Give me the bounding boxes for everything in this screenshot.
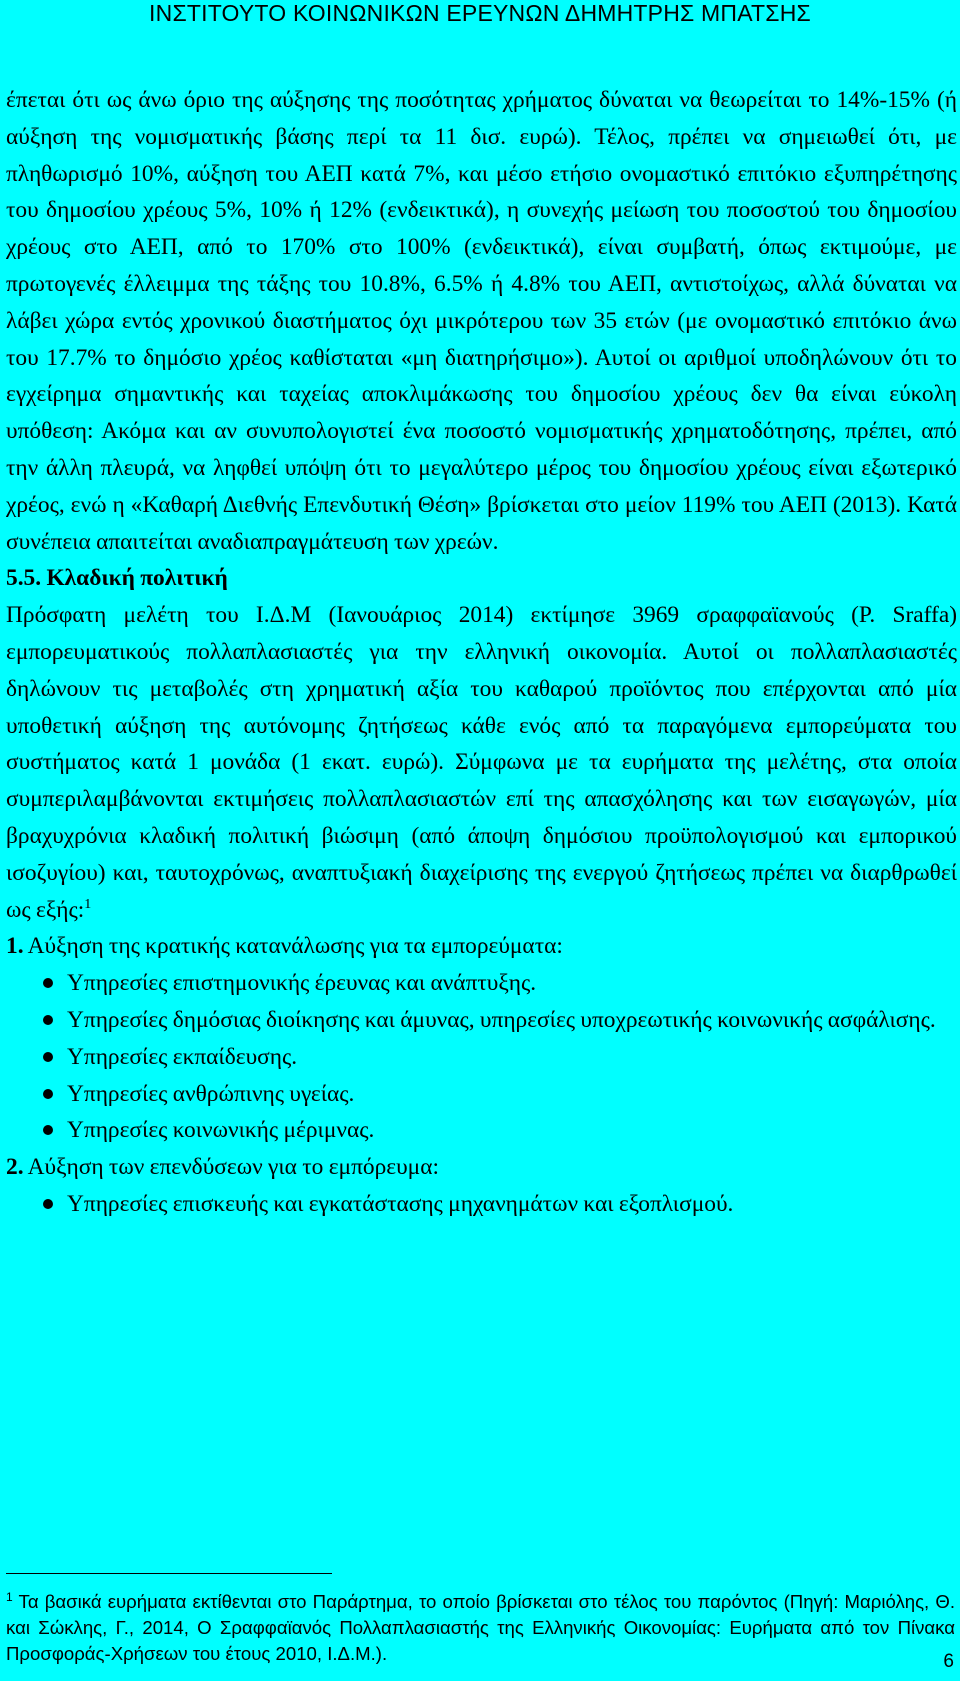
list-item [6,965,957,1002]
list-item-text: Υπηρεσίες εκπαίδευσης. [67,1043,298,1070]
page-number: 6 [943,1651,954,1672]
list-item-text: Υπηρεσίες δημόσιας διοίκησης και άμυνας, υπηρεσίες υποχρεωτικής κοινωνικής ασφάλισης. [67,1006,936,1033]
list-item [6,1186,957,1223]
footnote [6,1589,955,1667]
paragraph-sectoral-policy-text: Πρόσφατη μελέτη του Ι.Δ.Μ (Ιανουάριος 2014) εκτίμησε 3969 σραφφαϊανούς (Ρ. Sraffa) εμπορευματικούς πολλαπλασιαστές για την ελληνική οικονομία. Αυτοί οι πολλαπλασιαστές δηλώνουν τις μεταβολές στη χρηματική αξία του καθαρού προϊόντος που επέρχονται από μία υποθετική αύξηση της αυτόνομης ζητήσεως κάθε ενός από τα παραγόμενα εμπορεύματα του συστήματος κατά 1 μονάδα (1 εκατ. ευρώ). Σύμφωνα με τα ευρήματα της μελέτης, στα οποία συμπεριλαμβάνονται εκτιμήσεις πολλαπλασιαστών επί της απασχόλησης και των εισαγωγών, μία βραχυχρόνια κλαδική πολιτική βιώσιμη (από άποψη δημόσιου προϋπολογισμού και εμπορικού ισοζυγίου) και, ταυτοχρόνως, αναπτυξιακή διαχείρισης της ενεργού ζητήσεως πρέπει να διαρθρωθεί ως εξής: [6,602,957,923]
list-item [6,1039,957,1076]
list-item [6,1112,957,1149]
list1-title: Αύξηση της κρατικής κατανάλωσης για τα εμπορεύματα: [27,933,563,960]
bullet-icon [43,978,53,988]
list1-number: 1. [6,933,24,960]
section-title: Κλαδική πολιτική [46,565,228,592]
list-item-text: Υπηρεσίες επισκευής και εγκατάστασης μηχανημάτων και εξοπλισμού. [67,1190,734,1217]
bullet-icon [43,1052,53,1062]
main-text [6,82,957,1223]
list2-items [6,1186,957,1223]
paragraph-sectoral-policy [6,597,957,928]
list1-items [6,965,957,1149]
bullet-icon [43,1199,53,1209]
paragraph-debt: έπεται ότι ως άνω όριο της αύξησης της ποσότητας χρήματος δύναται να θεωρείται το 14%-15% (ή αύξηση της νομισματικής βάσης περί τα 11 δισ. ευρώ). Τέλος, πρέπει να σημειωθεί ότι, με πληθωρισμό 10%, αύξηση του ΑΕΠ κατά 7%, και μέσο ετήσιο ονομαστικό επιτόκιο εξυπηρέτησης του δημοσίου χρέους 5%, 10% ή 12% (ενδεικτικά), η συνεχής μείωση του ποσοστού του δημοσίου χρέους στο ΑΕΠ, από το 170% στο 100% (ενδεικτικά), είναι συμβατή, όπως εκτιμούμε, με πρωτογενές έλλειμμα της τάξης του 10.8%, 6.5% ή 4.8% του ΑΕΠ, αντιστοίχως, αλλά δύναται να λάβει χώρα εντός χρονικού διαστήματος όχι μικρότερου των 35 ετών (με ονομαστικό επιτόκιο άνω του 17.7% το δημόσιο χρέος καθίσταται «μη διατηρήσιμο»). Αυτοί οι αριθμοί υποδηλώνουν ότι το εγχείρημα σημαντικής και ταχείας αποκλιμάκωσης του δημοσίου χρέους δεν θα είναι εύκολη υπόθεση: Ακόμα και αν συνυπολογιστεί ένα ποσοστό νομισματικής χρηματοδότησης, πρέπει, από την άλλη πλευρά, να ληφθεί υπόψη ότι το μεγαλύτερο μέρος του δημοσίου χρέους είναι εξωτερικό χρέος, ενώ η «Καθαρή Διεθνής Επενδυτική Θέση» βρίσκεται στο μείον 119% του ΑΕΠ (2013). Κατά συνέπεια απαιτείται αναδιαπραγμάτευση των χρεών. [6,87,957,555]
list-item [6,1002,957,1039]
section-number: 5.5. [6,565,42,592]
list-item-text: Υπηρεσίες ανθρώπινης υγείας. [67,1080,355,1107]
footnote-separator [6,1573,332,1574]
bullet-icon [43,1015,53,1025]
list1-heading [6,928,957,965]
list-item-text: Υπηρεσίες κοινωνικής μέριμνας. [67,1117,375,1144]
bullet-icon [43,1089,53,1099]
page-header: ΙΝΣΤΙΤΟΥΤΟ ΚΟΙΝΩΝΙΚΩΝ ΕΡΕΥΝΩΝ ΔΗΜΗΤΡΗΣ ΜΠΑΤΣΗΣ [149,0,811,26]
footnote-reference[interactable]: 1 [84,896,92,912]
footnote-marker: 1 [6,1589,13,1604]
bullet-icon [43,1125,53,1135]
footnote-text: Τα βασικά ευρήματα εκτίθενται στο Παράρτημα, το οποίο βρίσκεται στο τέλος του παρόντος (Πηγή: Μαριόλης, Θ. και Σώκλης, Γ., 2014, Ο Σραφφαϊανός Πολλαπλασιαστής της Ελληνικής Οικονομίας: Ευρήματα από τον Πίνακα Προσφοράς-Χρήσεων του έτους 2010, Ι.Δ.Μ.). [6,1591,955,1664]
list-item [6,1076,957,1113]
list-item-text: Υπηρεσίες επιστημονικής έρευνας και ανάπτυξης. [67,970,537,997]
list2-heading [6,1149,957,1186]
list2-number: 2. [6,1154,24,1181]
list2-title: Αύξηση των επενδύσεων για το εμπόρευμα: [27,1154,439,1181]
section-heading [6,560,957,597]
